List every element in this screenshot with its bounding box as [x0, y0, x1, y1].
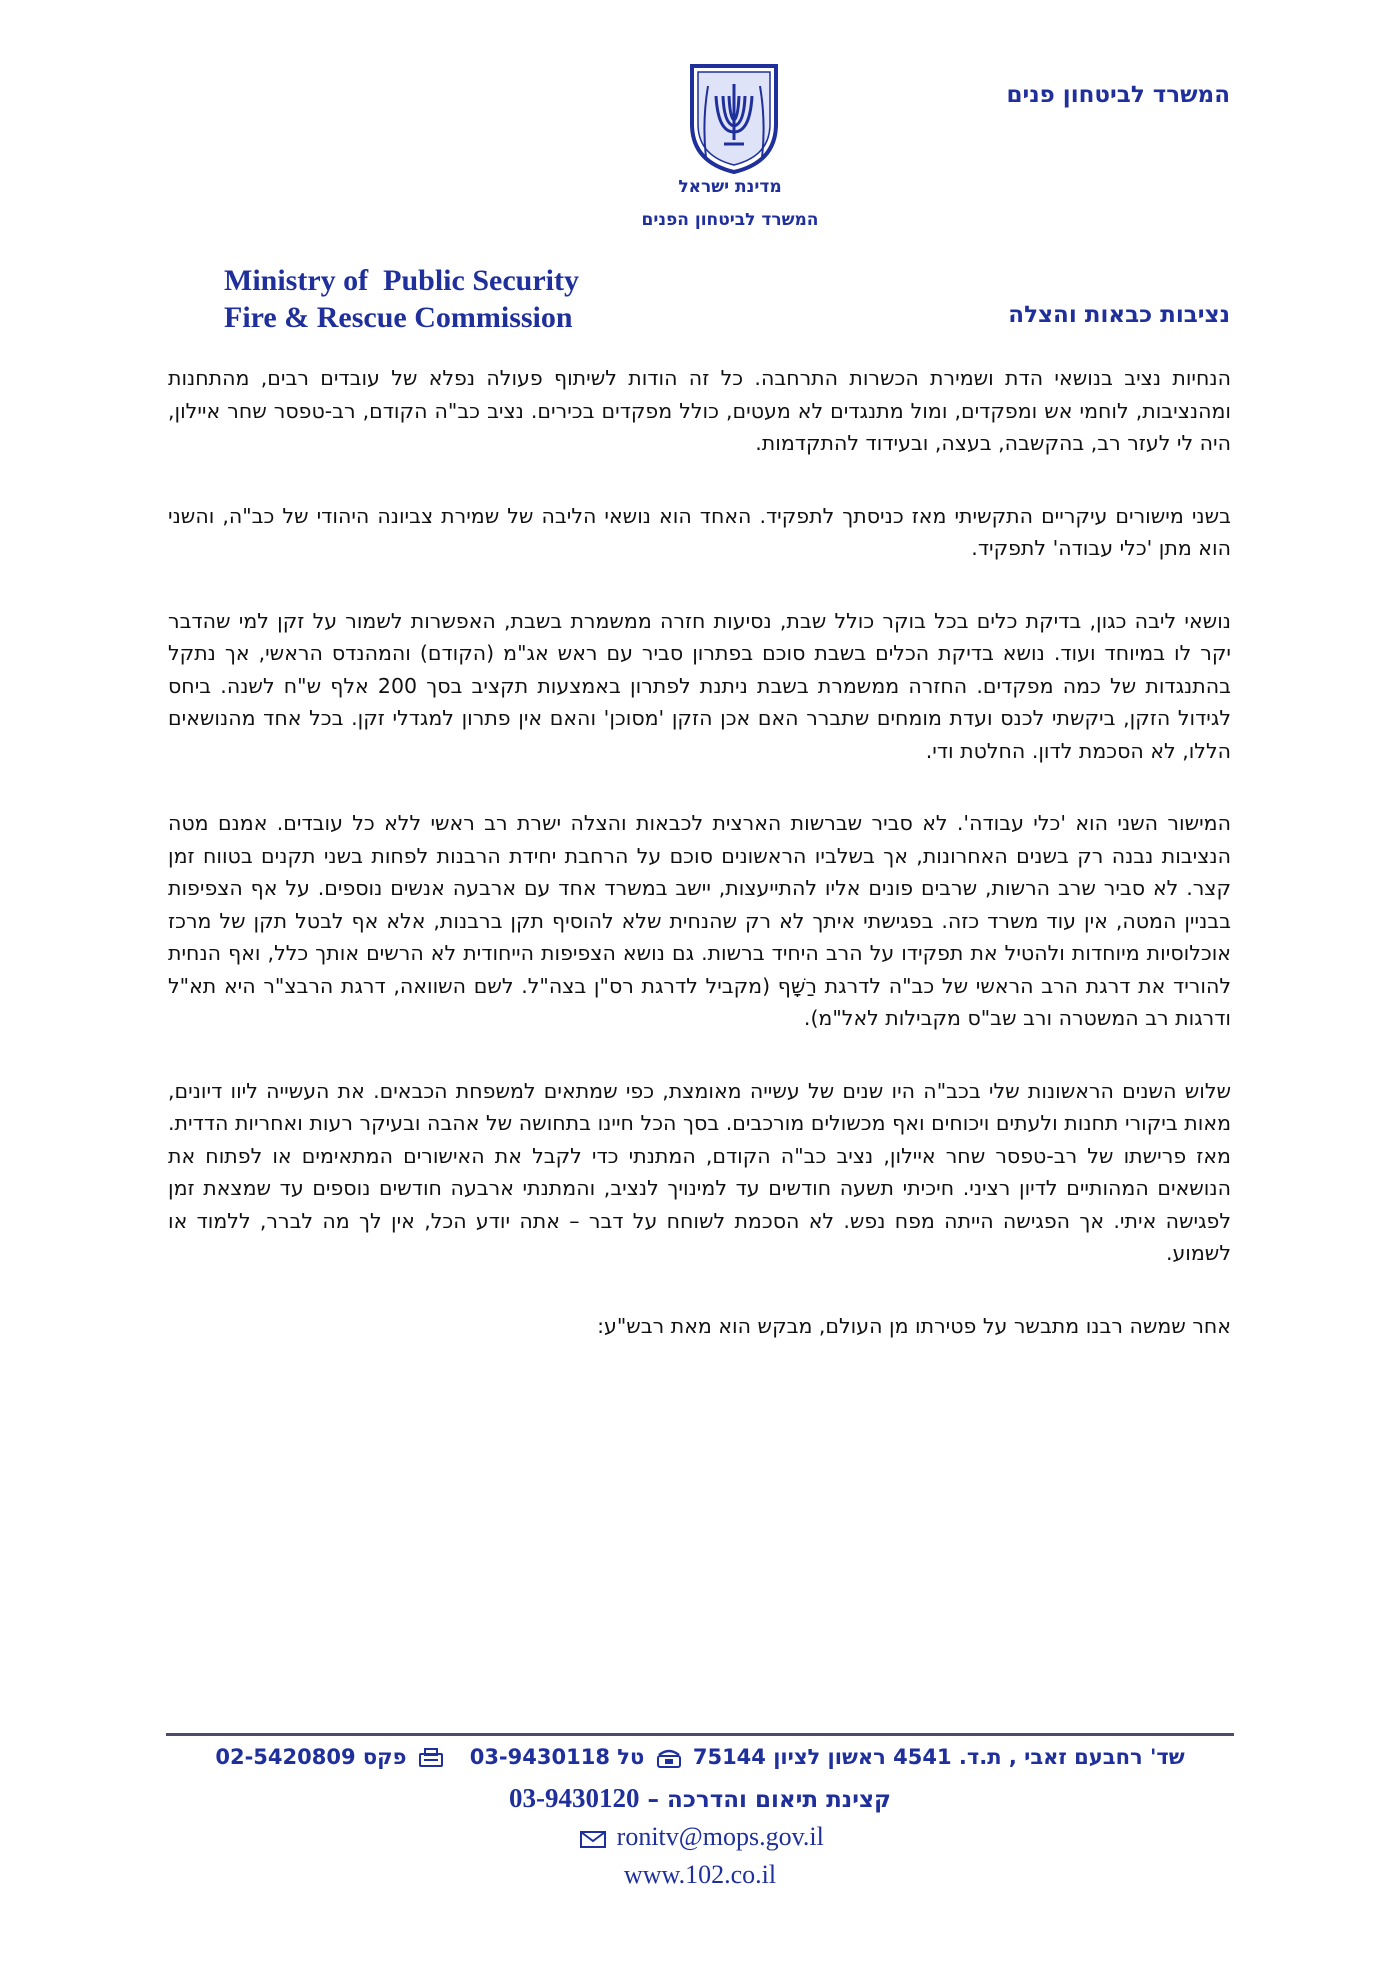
- paragraph: שלוש השנים הראשונות שלי בכב"ה היו שנים של עשייה מאומצת, כפי שמתאים למשפחת הכבאים. את העשייה ליוו דיונים, מאות ביקורי תחנות ולעתים ויכוחים ואף מכשולים מורכבים. בסך הכל חיינו בתחושה של אהבה ובעיקר רעות ואחריות הדדית. מאז פרישתו של רב-טפסר שחר איילון, נציב כב"ה הקודם, המתנתי כדי לקבל את האישורים המתאימים או לפתוח את הנושאים המהותיים לדיון רציני. חיכיתי תשעה חודשים עד למינויך לנציב, והמתנתי ארבעה חודשים נוספים עד שמצאת זמן לפגישה איתי. אך הפגישה הייתה מפח נפש. לא הסכמת לשוחח על דבר – אתה יודע הכל, אין לך מה לברר, ללמוד או לשמוע.: [168, 1078, 1231, 1265]
- footer-address: שד' רחבעם זאבי , ת.ד. 4541 ראשון לציון 75144: [692, 1745, 1185, 1769]
- state-emblem-icon: [684, 62, 784, 176]
- english-ministry-name: Ministry of Public Security: [224, 264, 579, 297]
- paragraph: הנחיות נציב בנושאי הדת ושמירת הכשרות התרחבה. כל זה הודות לשיתוף פעולה נפלא של עובדים רבים, מהתחנות ומהנציבות, לוחמי אש ומפקדים, ומול מתנגדים לא מעטים, כולל מפקדים בכירים. נציב כב"ה הקודם, רב-טפסר שחר איילון, היה לי לעזר רב, בהקשבה, בעצה, ובעידוד להתקדמות.: [168, 366, 1231, 455]
- footer-coordination-line: [166, 1783, 1234, 1814]
- english-commission-name: Fire & Rescue Commission: [224, 301, 573, 334]
- fax-number[interactable]: 02-5420809: [215, 1745, 356, 1769]
- letter-body: [168, 362, 1231, 1382]
- coordination-phone[interactable]: 03-9430120: [509, 1783, 640, 1813]
- fax-label: פקס: [362, 1745, 407, 1769]
- ministry-name-hebrew: המשרד לביטחון פנים: [1006, 82, 1230, 108]
- english-title-block: [224, 262, 579, 336]
- paragraph: נושאי ליבה כגון, בדיקת כלים בכל בוקר כולל שבת, נסיעות חזרה ממשמרת בשבת, האפשרות לשמור על זקן למי שהדבר יקר לו במיוחד ועוד. נושא בדיקת הכלים בשבת סוכם בפתרון סביר עם ראש אג"מ (הקודם) והמהנדס הראשי, אך נתקל בהתנגדות של כמה מפקדים. החזרה ממשמרת בשבת ניתנת לפתרון באמצעות תקציב בסך 200 אלף ש"ח לשנה. ביחס לגידול הזקן, ביקשתי לכנס ועדת מומחים שתברר האם אכן הזקן 'מסוכן' והאם אין פתרון למגדלי זקן. בכל אחד מהנושאים הללו, לא הסכמת לדון. החלטת ודי.: [168, 608, 1231, 763]
- paragraph: אחר שמשה רבנו מתבשר על פטירתו מן העולם, מבקש הוא מאת רבש"ע:: [597, 1313, 1231, 1338]
- tel-number[interactable]: 03-9430118: [469, 1745, 610, 1769]
- fax-icon: [418, 1748, 444, 1768]
- telephone-icon: [656, 1748, 682, 1768]
- emblem-caption-state: מדינת ישראל: [678, 177, 782, 197]
- commission-name-hebrew: נציבות כבאות והצלה: [1008, 302, 1230, 328]
- footer-divider: [166, 1733, 1234, 1736]
- coordination-label: קצינת תיאום והדרכה –: [647, 1787, 891, 1813]
- footer-contact-line: [166, 1745, 1234, 1769]
- email-link[interactable]: ronitv@mops.gov.il: [616, 1822, 824, 1851]
- paragraph: בשני מישורים עיקריים התקשיתי מאז כניסתך לתפקיד. האחד הוא נושאי הליבה של שמירת צביונה היהודי של כב"ה, והשני הוא מתן 'כלי עבודה' לתפקיד.: [168, 503, 1231, 560]
- tel-label: טל: [617, 1745, 645, 1769]
- footer-email-line: [166, 1822, 1234, 1852]
- envelope-icon: [580, 1830, 606, 1848]
- website-link[interactable]: www.102.co.il: [623, 1860, 777, 1889]
- emblem-caption-ministry: המשרד לביטחון הפנים: [641, 210, 819, 230]
- paragraph: המישור השני הוא 'כלי עבודה'. לא סביר שברשות הארצית לכבאות והצלה ישרת רב ראשי ללא כל עובדים. אמנם מטה הנציבות נבנה רק בשנים האחרונות, אך בשלביו הראשונים סוכם על הרחבת יחידת הרבנות לפחות בשני תקנים בטווח זמן קצר. לא סביר שרב הרשות, שרבים פונים אליו להתייעצות, יישב במשרד אחד עם ארבעה אנשים נוספים. על אף הצפיפות בבניין המטה, אין עוד משרד כזה. בפגישתי איתך לא רק שהנחית שלא להוסיף תקן ברבנות, אלא אף לבטל תקן של מרכז אוכלוסיות מיוחדות ולהטיל את תפקידו על הרב היחיד ברשות. גם נושא הצפיפות הייחודית לא הרשים אותך כלל, ואף הנחית להוריד את דרגת הרב הראשי של כב"ה לדרגת רַשָּׁף (מקביל לדרגת רס"ן בצה"ל. לשם השוואה, דרגת הרבצ"ר היא תא"ל ודרגות רב המשטרה ורב שב"ס מקבילות לאל"מ).: [168, 811, 1231, 1030]
